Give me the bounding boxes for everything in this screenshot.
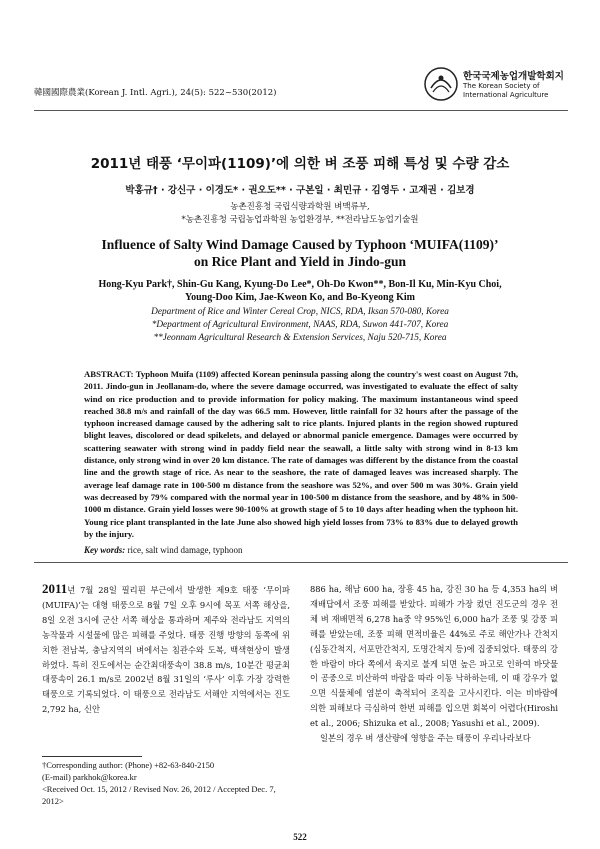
korean-title: 2011년 태풍 ‘무이파(1109)’에 의한 벼 조풍 피해 특성 및 수량 감소 [90, 156, 510, 172]
footnotes [42, 759, 292, 807]
corresponding-author-email: (E-mail) parkhok@korea.kr [42, 772, 137, 782]
society-logo [423, 66, 569, 106]
english-affiliation: *Department of Agricultural Environment, NAAS, RDA, Suwon 441-707, Korea [151, 320, 449, 330]
keywords [84, 545, 242, 555]
body-left-column [42, 582, 290, 717]
keywords-label: Key words: [84, 545, 126, 555]
english-authors [60, 278, 540, 304]
body-paragraph: 일본의 경우 벼 생산량에 영향을 주는 태풍이 우리나라보다 [320, 733, 531, 744]
english-authors-line: Young-Doo Kim, Jae-Kweon Ko, and Bo-Kyeong Kim [184, 292, 415, 303]
body-right-column [310, 582, 558, 746]
korean-authors: 박홍규† · 강신구 · 이경도* · 권오도** · 구본일 · 최민규 · 김영두 · 고재권 · 김보경 [125, 185, 475, 196]
intro-year: 2011 [42, 581, 68, 596]
korean-affiliation: 농촌진흥청 국립식량과학원 벼맥류부, [230, 202, 370, 212]
header-rule [34, 110, 568, 111]
intro-text: 년 7월 28일 필리핀 부근에서 발생한 제9호 태풍 ‘무이파(MUIFA)’는 대형 태풍으로 8월 7일 오후 9시에 목포 서쪽 해상을, 8일 오전 3시에 군산 서쪽 해상을 통과하며 제주와 전라남도 지역의 농작물과 시설물에 많은 피해를 주었다. 태풍 진행 방향의 동쪽에 위치한 전남북, 충남지역의 벼에서는 침관수와 도복, 백색현상이 발생하였다. 특히 진도에서는 순간최대풍속이 38.8 m/s, 10분간 평균최대풍속이 26.1 m/s로 2002년 8월 31일의 ‘루사’ 이후 가장 강력한 태풍으로 기록되었다. 이 태풍으로 전라남도 서해안 지역에서는 진도 2,792 ha, 신안 [42, 585, 290, 715]
page-number: 522 [293, 832, 307, 842]
society-name-english: The Korean Society of International Agriculture [463, 82, 549, 99]
keywords-list: rice, salt wind damage, typhoon [127, 545, 243, 555]
society-name-korean: 한국국제농업개발학회지 [463, 71, 564, 82]
abstract-rule [34, 562, 568, 563]
english-affiliation: Department of Rice and Winter Cereal Crop, NICS, RDA, Iksan 570-080, Korea [151, 307, 449, 317]
english-title-line: Influence of Salty Wind Damage Caused by Typhoon ‘MUIFA(1109)’ [101, 237, 499, 252]
footnote-rule [42, 756, 142, 757]
english-title [60, 236, 540, 270]
journal-reference: 韓國國際農業(Korean J. Intl. Agri.), 24(5): 522~530(2012) [34, 88, 277, 98]
body-paragraph: 886 ha, 해남 600 ha, 장흥 45 ha, 강진 30 ha 등 4,353 ha의 벼 재배답에서 조풍 피해를 받았다. 피해가 가장 컸던 진도군의 경우 전체 벼 재배면적 6,278 ha중 약 95%인 6,000 ha가 조풍 및 강풍 피해를 받았는데, 조풍 피해 면적비율은 44%로 주로 해안가나 간척지(심동간척지, 서포만간척지, 도명간척지 등)에 집중되었다. 태풍의 강한 바람이 바다 쪽에서 육지로 불게 되면 높은 파고로 인하여 바닷물이 공중으로 비산하여 바람을 따라 이동 낙하하는데, 이 때 강우가 없으면 식물체에 염분이 축적되어 조직을 고사시킨다. 이는 비바람에 의한 피해보다 극심하여 한번 피해를 입으면 회복이 어렵다(Hiroshi et al., 2006; Shizuka et al., 2008; Yasushi et al., 2009). [310, 584, 558, 729]
corresponding-author-phone: †Corresponding author: (Phone) +82-63-840-2150 [42, 760, 215, 770]
received-dates: <Received Oct. 15, 2012 / Revised Nov. 26, 2012 / Accepted Dec. 7, 2012> [42, 784, 276, 806]
abstract: ABSTRACT: Typhoon Muifa (1109) affected Korean peninsula passing along the country's west coast on August 7th, 2011. Jindo-gun in Jeollanam-do, where the severe damage occurred, was investigated to evaluate the effect of salty wind on rice production and to provide information for policy making. The maximum instantaneous wind speed reached 38.8 m/s and rainfall of the day was 66.5 mm. However, little rainfall for 32 hours after the passage of the typhoon increased damage caused by the adhering salt to rice plants. Injured plants in the region showed ruptured blight leaves, discolored or dead spikelets, and delayed or abnormal panicle emergence. Damages were occurred by scattering seawater with strong wind in paddy field near the seawall, a little salty with strong wind in 8-13 km distance, only strong wind in over 20 km distance. The rate of damages was different by the distance from the coastal line and the growth stage of rice. As near to the seashore, the rate of damaged leaves was increased sharply. The average leaf damage rate in 100-500 m distance from the seashore was 52%, and over 500 m was 30%. Grain yield was decreased by 79% compared with the normal year in 100-500 m distance from the seashore, and by 48% in 500-1000 m distance. Grain yield losses were 90-100% at growth stage of 5 to 10 days after heading when the typhoon hit. Young rice plant transplanted in the late June also showed high yield losses from 73% to 83% due to delayed growth by the injury. [84, 369, 518, 539]
english-authors-line: Hong-Kyu Park†, Shin-Gu Kang, Kyung-Do Lee*, Oh-Do Kwon**, Bon-Il Ku, Min-Kyu Choi, [98, 279, 502, 290]
society-emblem-icon [423, 66, 459, 102]
intro-paragraph [42, 582, 290, 717]
english-title-line: on Rice Plant and Yield in Jindo-gun [193, 254, 407, 269]
korean-affiliation: *농촌진흥청 국립농업과학원 농업환경부, **전라남도농업기술원 [181, 215, 419, 225]
english-affiliation: **Jeonnam Agricultural Research & Extension Services, Naju 520-715, Korea [153, 333, 447, 343]
